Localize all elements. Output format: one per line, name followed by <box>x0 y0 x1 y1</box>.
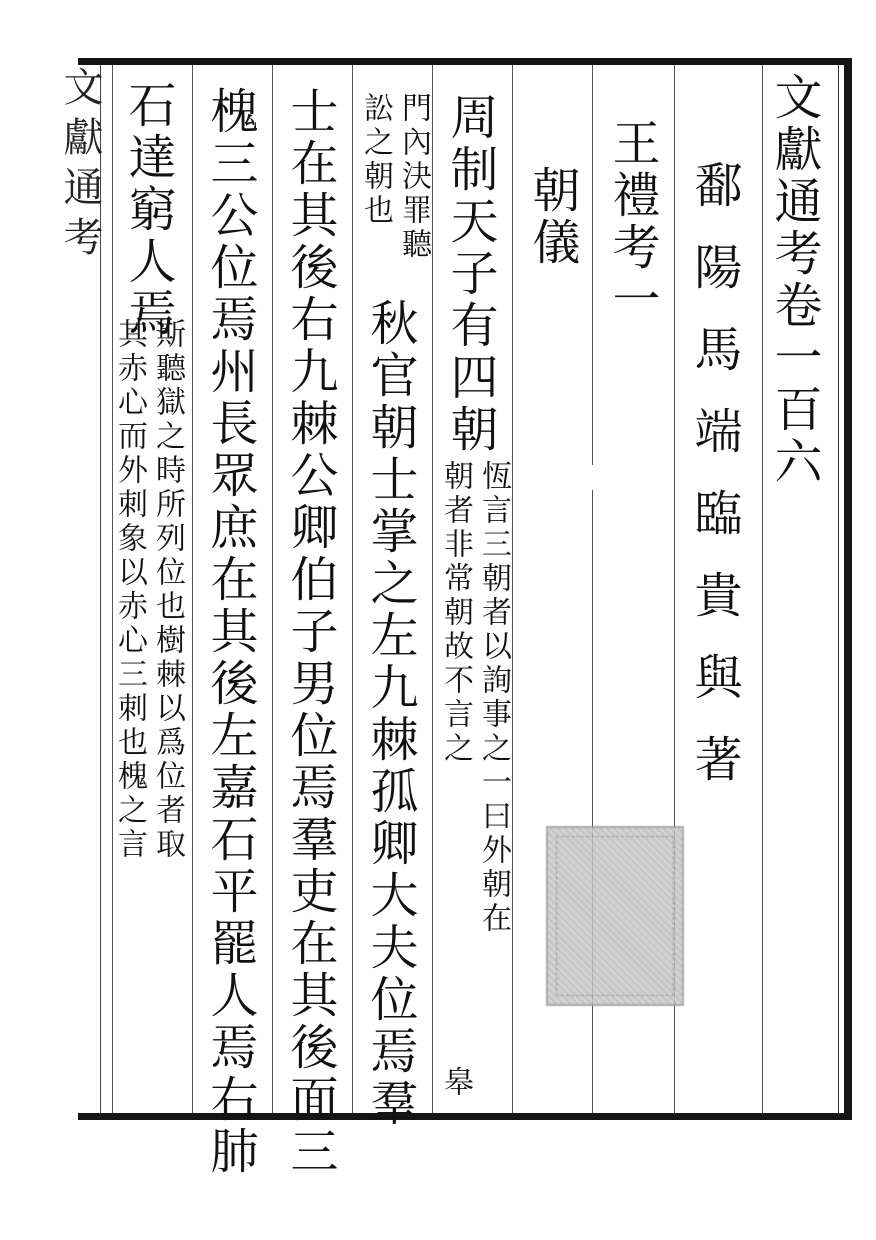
library-seal-icon <box>546 826 684 1006</box>
annotation-line: 朝者非常朝故不言之 <box>438 460 473 766</box>
annotation-line: 其赤心而外刺象以赤心三刺也槐之言 <box>112 318 147 862</box>
annotation-line: 訟之朝也 <box>358 92 393 228</box>
main-text-column: 周制天子有四朝 <box>442 92 498 456</box>
margin-text: 文獻通考 <box>57 66 103 266</box>
column-rule <box>592 490 593 1113</box>
annotation-line: 皋 <box>438 1066 473 1100</box>
subsection-heading: 朝儀 <box>524 165 580 269</box>
column-rule <box>272 65 273 1113</box>
main-text-column: 槐三公位焉州長眾庶在其後左嘉石平罷人焉右肺 <box>202 86 258 1178</box>
main-text-column: 石達窮人焉 <box>120 80 176 340</box>
column-rule <box>432 65 433 1113</box>
column-rule <box>512 65 513 1113</box>
main-text-column: 士在其後右九棘公卿伯子男位焉羣吏在其後面三 <box>282 86 338 1178</box>
column-rule <box>592 65 593 465</box>
section-heading: 王禮考一 <box>604 118 660 326</box>
annotation-line: 恆言三朝者以詢事之一曰外朝在 <box>476 460 511 936</box>
annotation-line: 門內決罪聽 <box>396 92 431 262</box>
column-rule <box>352 65 353 1113</box>
column-rule <box>762 65 763 1113</box>
annotation-line: 斯聽獄之時所列位也樹棘以爲位者取 <box>150 318 185 862</box>
column-rule <box>192 65 193 1113</box>
author-line: 鄱陽馬端臨貴與著 <box>686 160 742 816</box>
frame-inner-rule <box>838 65 839 1113</box>
seal-border <box>556 836 674 996</box>
volume-title: 文獻通考卷一百六 <box>766 72 822 488</box>
main-text-column: 秋官朝士掌之左九棘孤卿大夫位焉羣 <box>362 298 418 1130</box>
